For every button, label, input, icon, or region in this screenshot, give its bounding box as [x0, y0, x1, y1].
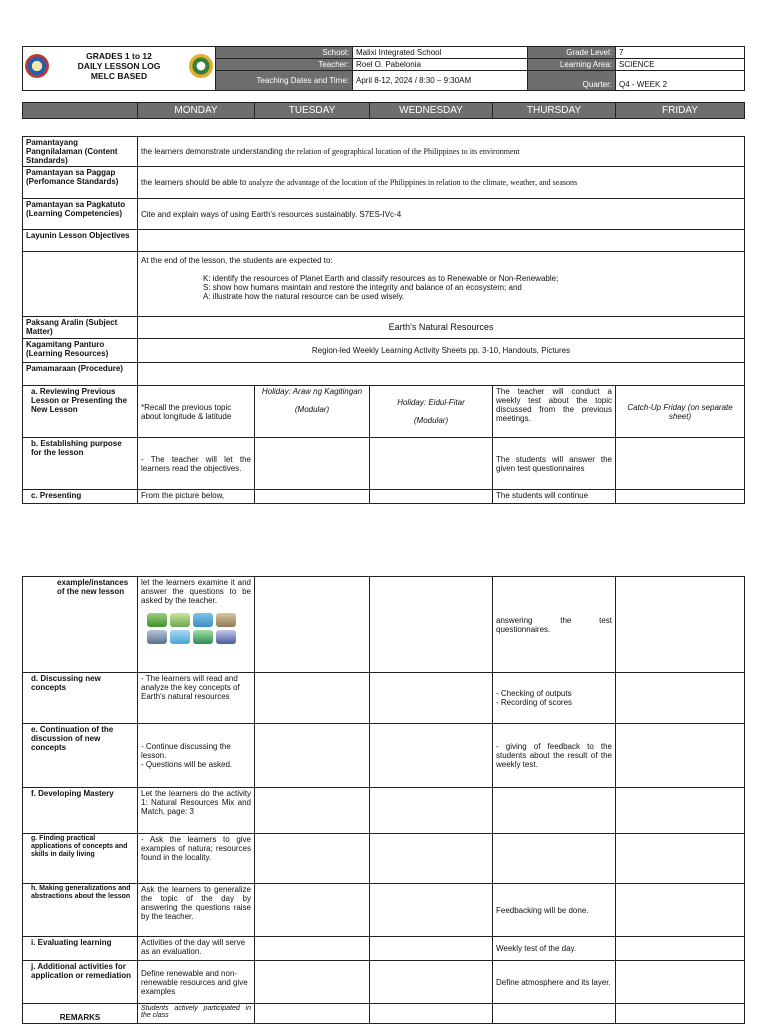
row-c-cont-friday [616, 577, 745, 673]
mountain-picture [216, 613, 236, 627]
row-h-wednesday [370, 884, 493, 937]
row-f-monday: Let the learners do the activity 1: Natural Resources Mix and Match, page: 3 [138, 788, 255, 834]
objectives-blank [138, 230, 745, 252]
quarter-label: Quarter: [528, 71, 616, 91]
day-tuesday: TUESDAY [255, 103, 370, 119]
title-line-3: MELC BASED [90, 70, 148, 81]
row-j-wednesday [370, 961, 493, 1004]
row-e-wednesday [370, 724, 493, 788]
row-c-wednesday [370, 490, 493, 504]
row-c-friday [616, 490, 745, 504]
objective-attitude: A: illustrate how the natural resource can be used wisely. [203, 292, 405, 301]
days-header [22, 102, 745, 119]
deped-seal-icon [25, 54, 49, 78]
row-f-friday [616, 788, 745, 834]
header-table [22, 46, 745, 91]
day-friday: FRIDAY [616, 103, 745, 119]
row-j-friday [616, 961, 745, 1004]
row-h-tuesday [255, 884, 370, 937]
day-thursday: THURSDAY [493, 103, 616, 119]
content-standards-text: the relation of geographical location of the Philippines to its environment [285, 147, 520, 156]
row-b-label: b. Establishing purpose for the lesson [23, 438, 138, 490]
row-g-tuesday [255, 834, 370, 884]
learning-resources-label: Kagamitang Panturo (Learning Resources) [23, 339, 138, 363]
row-a-label: a. Reviewing Previous Lesson or Presenting the New Lesson [23, 386, 138, 438]
row-b-monday: - The teacher will let the learners read the objectives. [138, 438, 255, 490]
procedure-label: Pamamaraan (Procedure) [23, 363, 138, 386]
row-d-thursday: - Checking of outputs - Recording of scores [493, 673, 616, 724]
row-b-tuesday [255, 438, 370, 490]
row-a-wednesday: Holiday: Eidul-Fitar (Modular) [370, 386, 493, 438]
objectives-list [138, 252, 745, 317]
row-a-thursday: The teacher will conduct a weekly test about the topic discussed from the previous meetings. [493, 386, 616, 438]
row-d-wednesday [370, 673, 493, 724]
dll-title-block [23, 47, 216, 91]
row-f-tuesday [255, 788, 370, 834]
row-c-tuesday [255, 490, 370, 504]
row-i-friday [616, 937, 745, 961]
row-c-cont-label: example/instances of the new lesson [23, 577, 138, 673]
grassland-picture [170, 613, 190, 627]
row-e-friday [616, 724, 745, 788]
content-standards-value [138, 137, 745, 167]
row-i-wednesday [370, 937, 493, 961]
row-j-thursday: Define atmosphere and its layer. [493, 961, 616, 1004]
row-e-label: e. Continuation of the discussion of new concepts [23, 724, 138, 788]
river-picture [193, 613, 213, 627]
row-h-monday: Ask the learners to generalize the topic of the day by answering the questions raise by the teacher. [138, 884, 255, 937]
teacher-value: Roel O. Pabelonia [353, 59, 528, 71]
school-seal-icon [189, 54, 213, 78]
teacher-label: Teacher: [216, 59, 353, 71]
row-c-cont-monday-text: let the learners examine it and answer the questions to be asked by the teacher. [141, 578, 251, 605]
row-b-thursday: The students will answer the given test questionnaires [493, 438, 616, 490]
objectives-label: Layunin Lesson Objectives [23, 230, 138, 252]
remarks-label: REMARKS [23, 1004, 138, 1024]
objective-knowledge: K: identify the resources of Planet Earth and classify resources as to Renewable or Non-Renewable; [203, 274, 559, 283]
learning-area-value: SCIENCE [616, 59, 745, 71]
row-c-cont-thursday: answering the test questionnaires. [493, 577, 616, 673]
row-c-cont-monday [138, 577, 255, 673]
row-d-label: d. Discussing new concepts [23, 673, 138, 724]
row-g-friday [616, 834, 745, 884]
learning-resources-value: Region-led Weekly Learning Activity Sheets pp. 3-10, Handouts, Pictures [138, 339, 745, 363]
row-a-monday: *Recall the previous topic about longitude & latitude [138, 386, 255, 438]
lesson-log-page2 [22, 576, 745, 1024]
content-standards-lead: the learners demonstrate understanding [141, 147, 283, 156]
row-a-friday: Catch-Up Friday (on separate sheet) [616, 386, 745, 438]
school-label: School: [216, 47, 353, 59]
row-h-thursday: Feedbacking will be done. [493, 884, 616, 937]
row-a-tuesday: Holiday: Araw ng Kagitingan (Modular) [255, 386, 370, 438]
row-f-thursday [493, 788, 616, 834]
row-j-tuesday [255, 961, 370, 1004]
row-d-friday [616, 673, 745, 724]
objective-skill: S: show how humans maintain and restore the integrity and balance of an ecosystem; and [203, 283, 522, 292]
oil-picture [216, 630, 236, 644]
mine-picture [147, 630, 167, 644]
grade-label: Grade Level: [528, 47, 616, 59]
row-f-label: f. Developing Mastery [23, 788, 138, 834]
dates-label: Teaching Dates and Time: [216, 71, 353, 91]
row-d-monday: - The learners will read and analyze the key concepts of Earth's natural resources [138, 673, 255, 724]
row-g-label: g. Finding practical applications of concepts and skills in daily living [23, 834, 138, 884]
row-j-monday: Define renewable and non-renewable resources and give examples [138, 961, 255, 1004]
row-f-wednesday [370, 788, 493, 834]
row-g-wednesday [370, 834, 493, 884]
performance-standards-value [138, 167, 745, 199]
remarks-monday: Students actively participated in the class [138, 1004, 255, 1024]
row-c-label: c. Presenting [23, 490, 138, 504]
competencies-label: Pamantayan sa Pagkatuto (Learning Competencies) [23, 199, 138, 230]
sea-picture [170, 630, 190, 644]
days-corner [23, 103, 138, 119]
performance-standards-label: Pamantayan sa Paggap (Perfomance Standards) [23, 167, 138, 199]
row-e-thursday: - giving of feedback to the students about the result of the weekly test. [493, 724, 616, 788]
row-h-label: h. Making generalizations and abstractions about the lesson [23, 884, 138, 937]
remarks-tuesday [255, 1004, 370, 1024]
remarks-thursday [493, 1004, 616, 1024]
forest-picture [147, 613, 167, 627]
procedure-blank [138, 363, 745, 386]
remarks-friday [616, 1004, 745, 1024]
learning-area-label: Learning Area: [528, 59, 616, 71]
objectives-intro: At the end of the lesson, the students are expected to: [141, 256, 333, 265]
subject-matter-label: Paksang Aralin (Subject Matter) [23, 317, 138, 339]
natural-resources-pictures [147, 613, 251, 644]
title-line-1: GRADES 1 to 12 [86, 50, 152, 61]
row-c-monday: From the picture below, [138, 490, 255, 504]
farm-picture [193, 630, 213, 644]
quarter-value: Q4 - WEEK 2 [616, 71, 745, 91]
row-e-tuesday [255, 724, 370, 788]
remarks-wednesday [370, 1004, 493, 1024]
grade-value: 7 [616, 47, 745, 59]
content-standards-label: Pamantayang Pangnilalaman (Content Standards) [23, 137, 138, 167]
dates-value: April 8-12, 2024 / 8:30 – 9:30AM [353, 71, 528, 91]
row-e-monday: - Continue discussing the lesson. - Questions will be asked. [138, 724, 255, 788]
row-g-monday: - Ask the learners to give examples of natura; resources found in the locality. [138, 834, 255, 884]
title-line-2: DAILY LESSON LOG [77, 60, 161, 71]
performance-lead: the learners should be able to [141, 178, 247, 187]
row-h-friday [616, 884, 745, 937]
row-b-wednesday [370, 438, 493, 490]
subject-matter-value: Earth's Natural Resources [138, 317, 745, 339]
school-value: Malixi Integrated School [353, 47, 528, 59]
day-monday: MONDAY [138, 103, 255, 119]
row-c-thursday: The students will continue [493, 490, 616, 504]
row-b-friday [616, 438, 745, 490]
row-i-tuesday [255, 937, 370, 961]
competencies-value: Cite and explain ways of using Earth's resources sustainably. S7ES-IVc-4 [138, 199, 745, 230]
day-wednesday: WEDNESDAY [370, 103, 493, 119]
row-d-tuesday [255, 673, 370, 724]
row-j-label: j. Additional activities for application or remediation [23, 961, 138, 1004]
row-i-label: i. Evaluating learning [23, 937, 138, 961]
row-c-cont-tuesday [255, 577, 370, 673]
row-i-thursday: Weekly test of the day. [493, 937, 616, 961]
row-c-cont-wednesday [370, 577, 493, 673]
lesson-log-page1 [22, 136, 745, 504]
row-i-monday: Activities of the day will serve as an evaluation. [138, 937, 255, 961]
objectives-spacer [23, 252, 138, 317]
row-g-thursday [493, 834, 616, 884]
performance-text: analyze the advantage of the location of the Philippines in relation to the climate, weather, and seasons [248, 178, 578, 187]
